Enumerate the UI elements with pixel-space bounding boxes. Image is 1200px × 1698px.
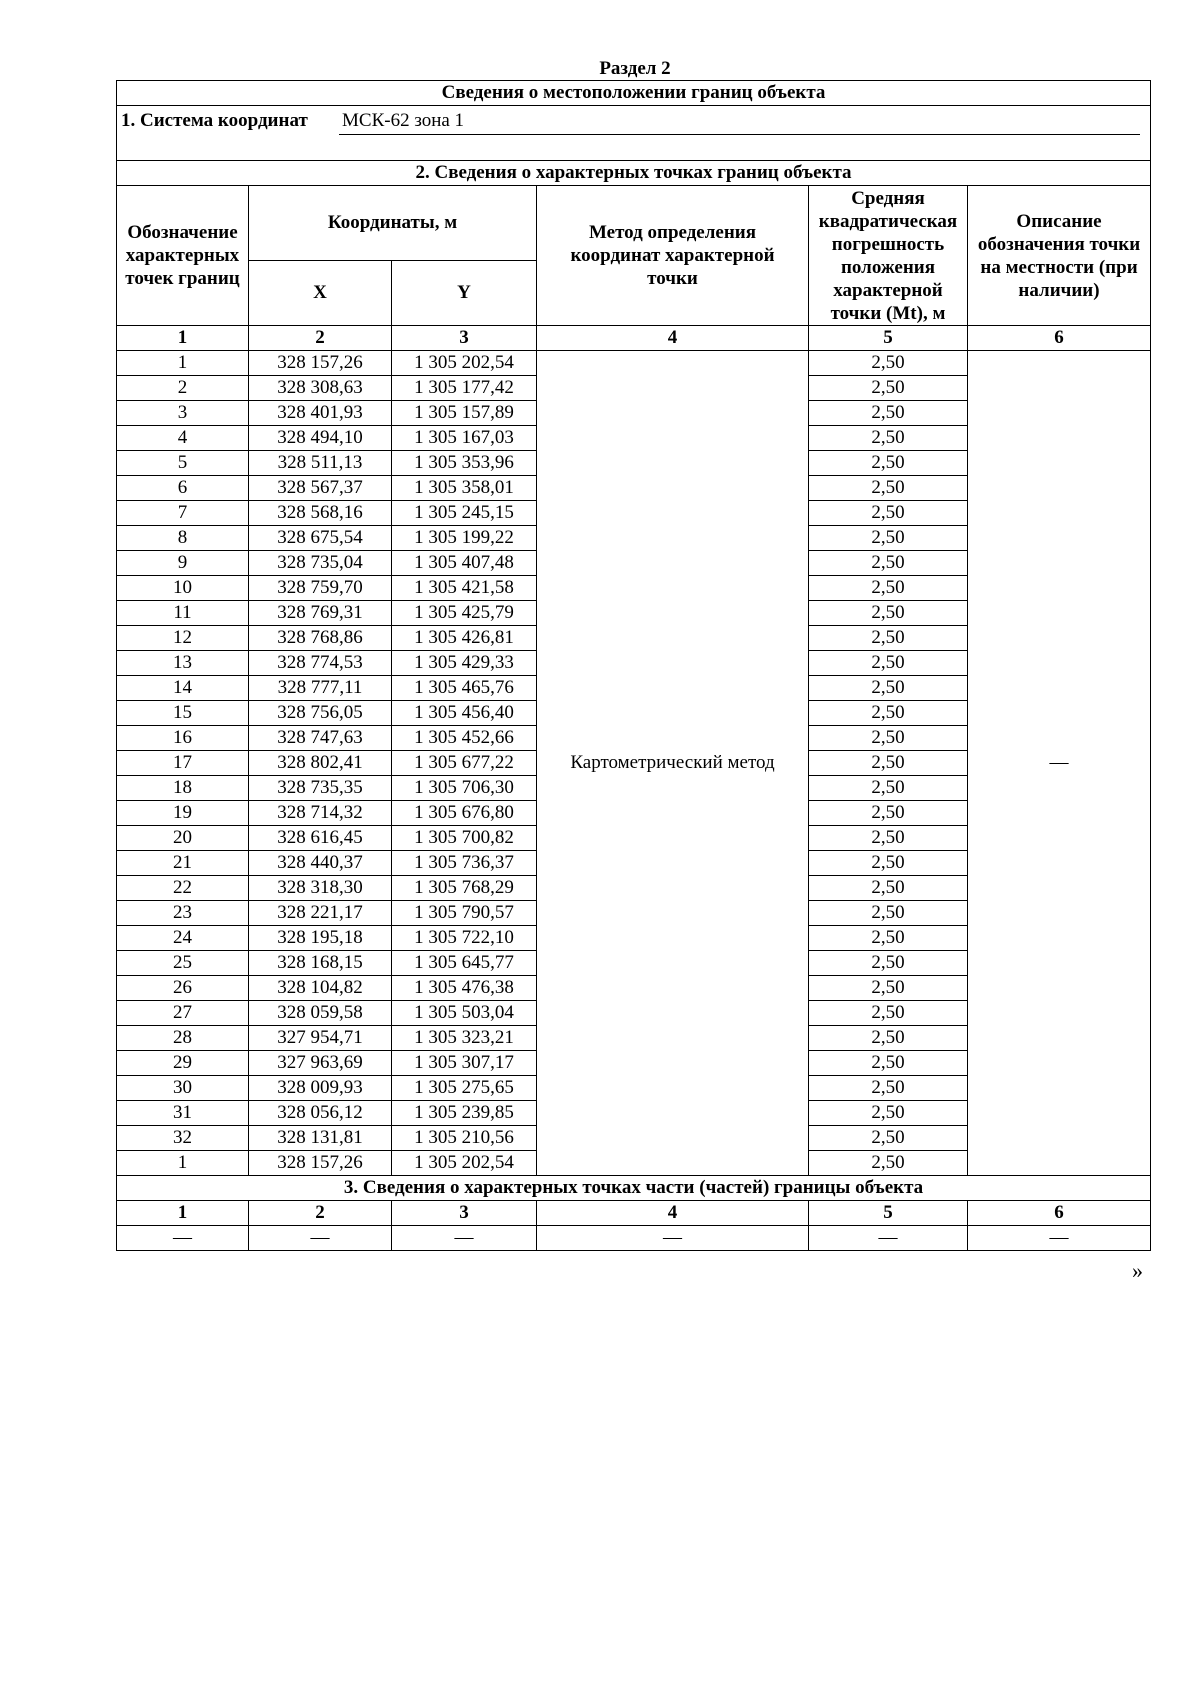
point-number: 6: [117, 476, 249, 501]
point-y: 1 305 358,01: [392, 476, 537, 501]
point-y: 1 305 353,96: [392, 451, 537, 476]
point-number: 14: [117, 676, 249, 701]
point-x: 328 401,93: [249, 401, 392, 426]
coord-system-underline: [339, 134, 1140, 135]
point-x: 328 157,26: [249, 1151, 392, 1176]
point-number: 28: [117, 1026, 249, 1051]
point-y: 1 305 722,10: [392, 926, 537, 951]
point-x: 328 568,16: [249, 501, 392, 526]
point-number: 19: [117, 801, 249, 826]
section3-row: [117, 1226, 1151, 1251]
section3-column-number: 5: [809, 1201, 968, 1226]
point-error: 2,50: [809, 826, 968, 851]
section3-cell: —: [809, 1226, 968, 1251]
column-number: 5: [809, 326, 968, 351]
point-error: 2,50: [809, 951, 968, 976]
point-error: 2,50: [809, 576, 968, 601]
column-number: 3: [392, 326, 537, 351]
section2-title: 2. Сведения о характерных точках границ объекта: [117, 161, 1151, 186]
point-number: 27: [117, 1001, 249, 1026]
point-x: 328 675,54: [249, 526, 392, 551]
point-y: 1 305 790,57: [392, 901, 537, 926]
point-number: 4: [117, 426, 249, 451]
point-x: 328 494,10: [249, 426, 392, 451]
point-y: 1 305 425,79: [392, 601, 537, 626]
section3-column-number: 2: [249, 1201, 392, 1226]
point-error: 2,50: [809, 976, 968, 1001]
point-number: 8: [117, 526, 249, 551]
point-x: 328 756,05: [249, 701, 392, 726]
point-error: 2,50: [809, 1026, 968, 1051]
header-method: Метод определения координат характерной точки: [537, 186, 809, 326]
point-number: 1: [117, 351, 249, 376]
point-error: 2,50: [809, 676, 968, 701]
point-error: 2,50: [809, 851, 968, 876]
point-number: 23: [117, 901, 249, 926]
point-y: 1 305 429,33: [392, 651, 537, 676]
header-y: Y: [392, 261, 537, 326]
point-error: 2,50: [809, 876, 968, 901]
point-number: 21: [117, 851, 249, 876]
point-number: 18: [117, 776, 249, 801]
point-error: 2,50: [809, 526, 968, 551]
point-error: 2,50: [809, 401, 968, 426]
point-y: 1 305 323,21: [392, 1026, 537, 1051]
point-x: 328 168,15: [249, 951, 392, 976]
point-error: 2,50: [809, 1051, 968, 1076]
closing-quote: »: [1132, 1258, 1143, 1283]
section3-cell: —: [392, 1226, 537, 1251]
header-error: Средняя квадратическая погрешность положения характерной точки (Mt), м: [809, 186, 968, 326]
point-number: 15: [117, 701, 249, 726]
point-x: 328 774,53: [249, 651, 392, 676]
point-x: 328 714,32: [249, 801, 392, 826]
point-x: 328 511,13: [249, 451, 392, 476]
point-error: 2,50: [809, 801, 968, 826]
point-x: 328 567,37: [249, 476, 392, 501]
point-y: 1 305 452,66: [392, 726, 537, 751]
point-x: 328 802,41: [249, 751, 392, 776]
header-x: X: [249, 261, 392, 326]
point-y: 1 305 426,81: [392, 626, 537, 651]
point-error: 2,50: [809, 451, 968, 476]
point-number: 26: [117, 976, 249, 1001]
point-number: 22: [117, 876, 249, 901]
point-x: 328 616,45: [249, 826, 392, 851]
point-number: 24: [117, 926, 249, 951]
point-y: 1 305 768,29: [392, 876, 537, 901]
column-number: 6: [968, 326, 1151, 351]
point-error: 2,50: [809, 1151, 968, 1176]
point-y: 1 305 677,22: [392, 751, 537, 776]
point-x: 328 221,17: [249, 901, 392, 926]
coord-system-row: [117, 106, 1151, 161]
point-y: 1 305 157,89: [392, 401, 537, 426]
point-error: 2,50: [809, 351, 968, 376]
point-x: 328 759,70: [249, 576, 392, 601]
point-x: 328 769,31: [249, 601, 392, 626]
point-x: 328 104,82: [249, 976, 392, 1001]
point-x: 327 963,69: [249, 1051, 392, 1076]
point-y: 1 305 736,37: [392, 851, 537, 876]
point-number: 2: [117, 376, 249, 401]
point-x: 328 777,11: [249, 676, 392, 701]
point-number: 17: [117, 751, 249, 776]
point-y: 1 305 239,85: [392, 1101, 537, 1126]
point-x: 328 157,26: [249, 351, 392, 376]
boundary-table: [116, 80, 1151, 1251]
point-error: 2,50: [809, 626, 968, 651]
point-number: 16: [117, 726, 249, 751]
point-number: 32: [117, 1126, 249, 1151]
point-number: 31: [117, 1101, 249, 1126]
point-x: 328 735,35: [249, 776, 392, 801]
section3-title: 3. Сведения о характерных точках части (частей) границы объекта: [117, 1176, 1151, 1201]
point-y: 1 305 465,76: [392, 676, 537, 701]
point-error: 2,50: [809, 1076, 968, 1101]
header-coordinates: Координаты, м: [249, 186, 537, 261]
section-title: Раздел 2: [599, 58, 671, 79]
point-y: 1 305 167,03: [392, 426, 537, 451]
point-y: 1 305 177,42: [392, 376, 537, 401]
column-number: 1: [117, 326, 249, 351]
table-row: [117, 351, 1151, 376]
point-x: 328 735,04: [249, 551, 392, 576]
point-number: 20: [117, 826, 249, 851]
point-y: 1 305 676,80: [392, 801, 537, 826]
point-y: 1 305 407,48: [392, 551, 537, 576]
point-error: 2,50: [809, 1001, 968, 1026]
method-cell: Картометрический метод: [537, 351, 809, 1176]
point-y: 1 305 202,54: [392, 351, 537, 376]
column-number: 2: [249, 326, 392, 351]
point-number: 5: [117, 451, 249, 476]
point-x: 328 009,93: [249, 1076, 392, 1101]
description-cell: —: [968, 351, 1151, 1176]
section3-column-number: 6: [968, 1201, 1151, 1226]
point-number: 30: [117, 1076, 249, 1101]
point-error: 2,50: [809, 501, 968, 526]
point-error: 2,50: [809, 551, 968, 576]
point-error: 2,50: [809, 476, 968, 501]
point-error: 2,50: [809, 901, 968, 926]
point-error: 2,50: [809, 751, 968, 776]
point-y: 1 305 210,56: [392, 1126, 537, 1151]
point-number: 3: [117, 401, 249, 426]
point-number: 10: [117, 576, 249, 601]
header-description: Описание обозначения точки на местности (при наличии): [968, 186, 1151, 326]
point-x: 328 056,12: [249, 1101, 392, 1126]
point-number: 7: [117, 501, 249, 526]
table-title: Сведения о местоположении границ объекта: [117, 81, 1151, 106]
point-error: 2,50: [809, 376, 968, 401]
point-y: 1 305 307,17: [392, 1051, 537, 1076]
point-y: 1 305 456,40: [392, 701, 537, 726]
point-y: 1 305 503,04: [392, 1001, 537, 1026]
point-error: 2,50: [809, 1101, 968, 1126]
section3-cell: —: [537, 1226, 809, 1251]
point-y: 1 305 700,82: [392, 826, 537, 851]
section3-column-number: 3: [392, 1201, 537, 1226]
section3-cell: —: [117, 1226, 249, 1251]
point-x: 327 954,71: [249, 1026, 392, 1051]
point-number: 1: [117, 1151, 249, 1176]
point-y: 1 305 199,22: [392, 526, 537, 551]
point-y: 1 305 645,77: [392, 951, 537, 976]
section3-cell: —: [968, 1226, 1151, 1251]
point-error: 2,50: [809, 701, 968, 726]
point-error: 2,50: [809, 651, 968, 676]
point-error: 2,50: [809, 926, 968, 951]
point-number: 25: [117, 951, 249, 976]
point-x: 328 308,63: [249, 376, 392, 401]
point-x: 328 195,18: [249, 926, 392, 951]
point-error: 2,50: [809, 1126, 968, 1151]
coord-system-value: МСК-62 зона 1: [342, 110, 465, 131]
point-error: 2,50: [809, 426, 968, 451]
column-number: 4: [537, 326, 809, 351]
header-point-designation: Обозначение характерных точек границ: [117, 186, 249, 326]
point-y: 1 305 202,54: [392, 1151, 537, 1176]
point-number: 29: [117, 1051, 249, 1076]
point-number: 11: [117, 601, 249, 626]
point-x: 328 318,30: [249, 876, 392, 901]
point-x: 328 440,37: [249, 851, 392, 876]
section3-cell: —: [249, 1226, 392, 1251]
point-number: 12: [117, 626, 249, 651]
point-y: 1 305 275,65: [392, 1076, 537, 1101]
section3-column-numbers-row: [117, 1201, 1151, 1226]
section3-column-number: 4: [537, 1201, 809, 1226]
point-error: 2,50: [809, 601, 968, 626]
point-number: 9: [117, 551, 249, 576]
point-x: 328 059,58: [249, 1001, 392, 1026]
coord-system-label: 1. Система координат: [121, 110, 308, 131]
point-x: 328 768,86: [249, 626, 392, 651]
point-y: 1 305 476,38: [392, 976, 537, 1001]
column-numbers-row: [117, 326, 1151, 351]
point-error: 2,50: [809, 726, 968, 751]
point-x: 328 747,63: [249, 726, 392, 751]
point-y: 1 305 421,58: [392, 576, 537, 601]
section3-column-number: 1: [117, 1201, 249, 1226]
point-x: 328 131,81: [249, 1126, 392, 1151]
point-y: 1 305 706,30: [392, 776, 537, 801]
point-error: 2,50: [809, 776, 968, 801]
point-number: 13: [117, 651, 249, 676]
point-y: 1 305 245,15: [392, 501, 537, 526]
